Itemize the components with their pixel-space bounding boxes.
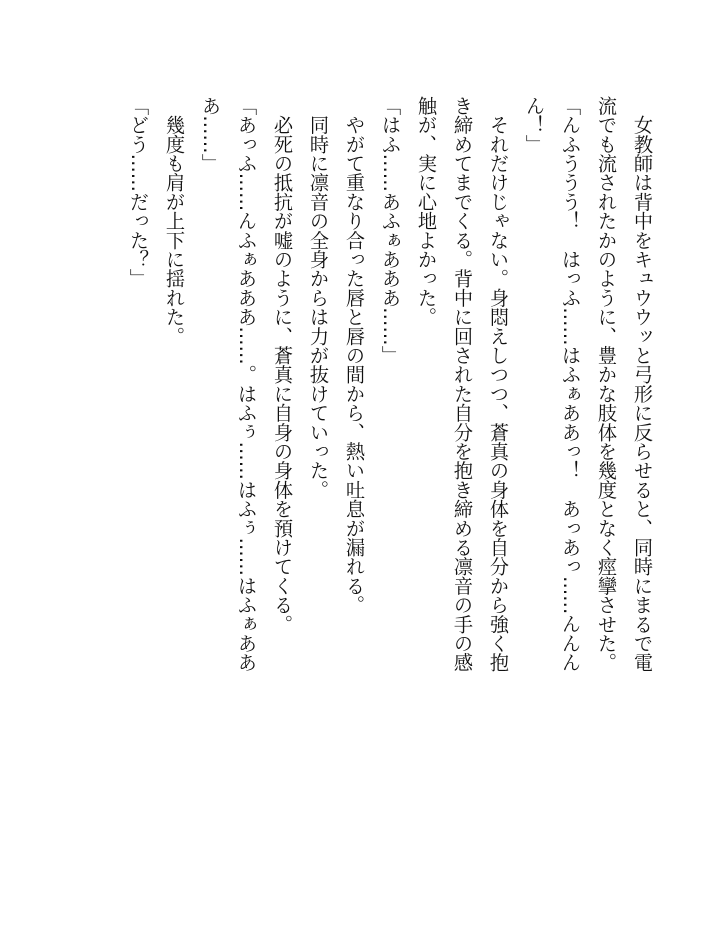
paragraph-9: 幾度も肩が上下に揺れた。 [163,96,186,346]
paragraph-4: 「はふ……あふぁあああ……」 [379,96,402,365]
paragraph-7: 必死の抵抗が嘘のように、蒼真に自身の身体を預けてくる。 [271,96,294,634]
paragraph-8: 「あっふ……んふぁあああ……。はふぅ……はふぅ……はふぁあああ……」 [199,96,258,672]
paragraph-1: 女教師は背中をキュウウッと弓形に反らせると、同時にまるで電流でも流されたかのように、豊かな肢体を幾度となく痙攣させた。 [595,96,654,672]
paragraph-2: 「んふううう！ はっふ……はふぁああっ！ あっあっ……んんんん！」 [523,96,582,672]
paragraph-3: それだけじゃない。身悶えしつつ、蒼真の身体を自分から強く抱き締めてまでくる。背中に回された自分を抱き締める凛音の手の感触が、実に心地よかった。 [415,96,510,672]
vertical-text-body [120,96,660,676]
paragraph-10: 「どう……だった？」 [127,96,150,288]
paragraph-6: 同時に凛音の全身からは力が抜けていった。 [307,96,330,500]
paragraph-5: やがて重なり合った唇と唇の間から、熱い吐息が漏れる。 [343,96,366,615]
